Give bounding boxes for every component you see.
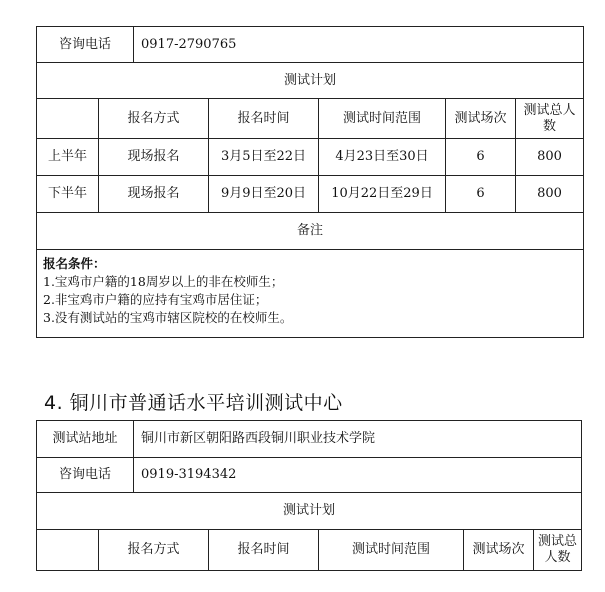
table-row (37, 176, 584, 213)
consult-phone-label: 咨询电话 (37, 27, 134, 63)
row-total-test-takers: 800 (516, 176, 584, 213)
header-total-test-takers: 测试总人数 (516, 99, 584, 139)
row-test-time-range: 4月23日至30日 (319, 139, 446, 176)
section-heading-tongchuan: 4. 铜川市普通话水平培训测试中心 (44, 392, 343, 414)
header-total-test-takers: 测试总人数 (534, 530, 582, 571)
header-test-sessions: 测试场次 (446, 99, 516, 139)
header-registration-time: 报名时间 (209, 99, 319, 139)
header-test-time-range: 测试时间范围 (319, 530, 464, 571)
registration-conditions (37, 250, 584, 338)
row-total-test-takers: 800 (516, 139, 584, 176)
header-blank (37, 99, 99, 139)
table-header-row (37, 99, 584, 139)
test-site-address-label: 测试站地址 (37, 421, 134, 458)
consult-phone-label: 咨询电话 (37, 458, 134, 493)
header-registration-method: 报名方式 (99, 99, 209, 139)
row-registration-time: 3月5日至22日 (209, 139, 319, 176)
test-site-address-value: 铜川市新区朝阳路西段铜川职业技术学院 (134, 421, 582, 458)
table-header-row (37, 530, 582, 571)
schedule-table-baoji (36, 26, 584, 338)
row-test-sessions: 6 (446, 176, 516, 213)
row-test-sessions: 6 (446, 139, 516, 176)
row-test-time-range: 10月22日至29日 (319, 176, 446, 213)
schedule-table-tongchuan (36, 420, 582, 571)
remarks-title: 备注 (37, 213, 584, 250)
header-registration-method: 报名方式 (99, 530, 209, 571)
header-test-sessions: 测试场次 (464, 530, 534, 571)
row-registration-method: 现场报名 (99, 176, 209, 213)
row-registration-time: 9月9日至20日 (209, 176, 319, 213)
header-test-time-range: 测试时间范围 (319, 99, 446, 139)
header-registration-time: 报名时间 (209, 530, 319, 571)
registration-conditions-title: 报名条件： (43, 256, 106, 271)
row-period: 下半年 (37, 176, 99, 213)
table-row (37, 139, 584, 176)
row-period: 上半年 (37, 139, 99, 176)
condition-item: 3.没有测试站的宝鸡市辖区院校的在校师生。 (43, 310, 293, 325)
condition-item: 2.非宝鸡市户籍的应持有宝鸡市居住证； (43, 292, 268, 307)
row-registration-method: 现场报名 (99, 139, 209, 176)
test-plan-title: 测试计划 (37, 63, 584, 99)
test-plan-title: 测试计划 (37, 493, 582, 530)
condition-item: 1.宝鸡市户籍的18周岁以上的非在校师生； (43, 274, 284, 289)
header-blank (37, 530, 99, 571)
consult-phone-value: 0917-2790765 (134, 27, 584, 63)
consult-phone-value: 0919-3194342 (134, 458, 582, 493)
